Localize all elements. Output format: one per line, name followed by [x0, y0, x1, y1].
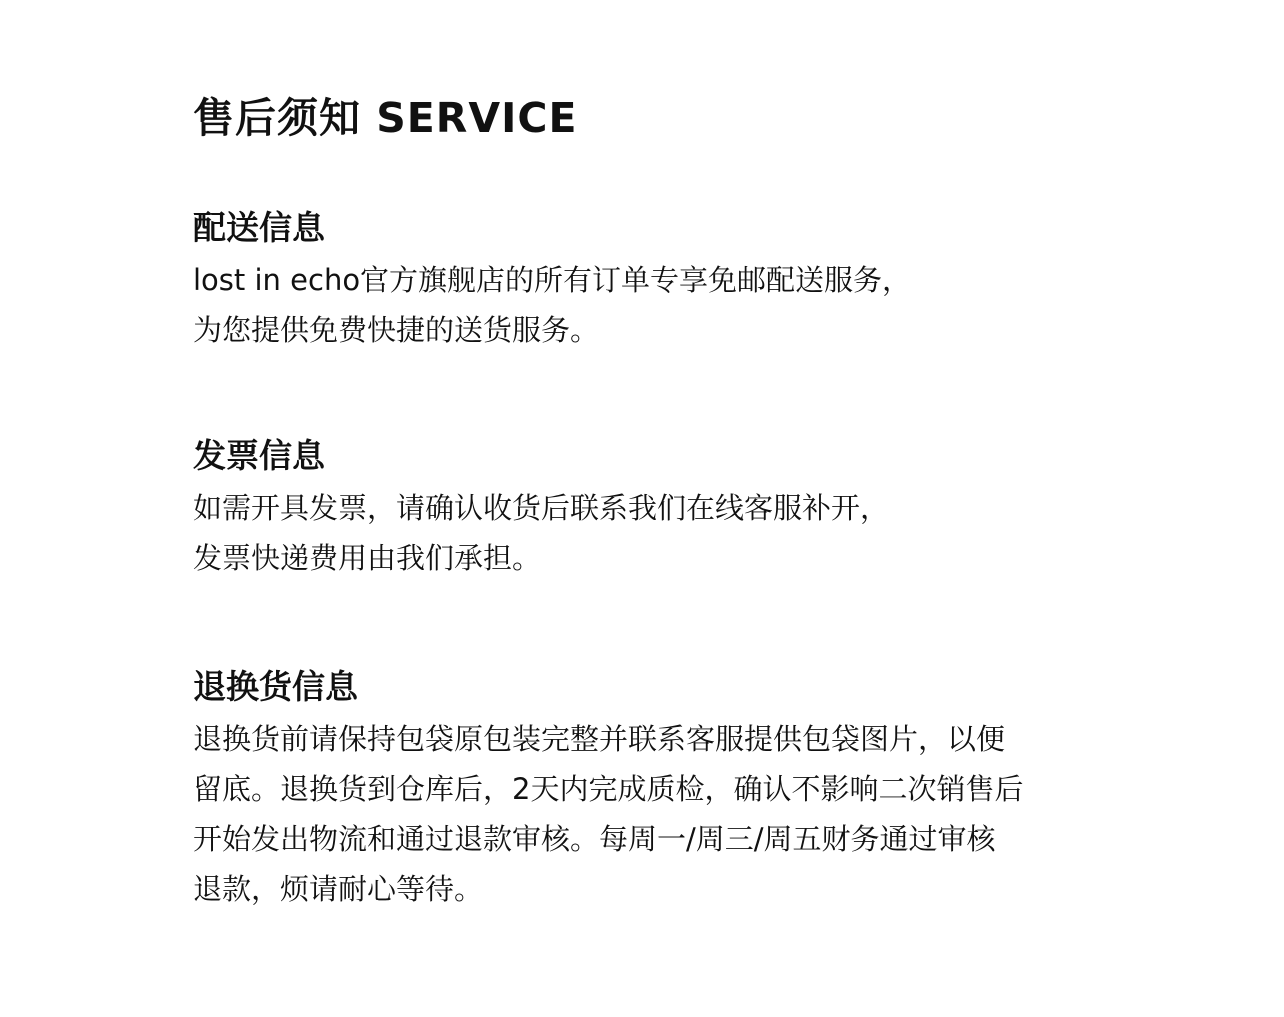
- page-title: 售后须知 SERVICE: [193, 94, 578, 142]
- returns-info-line: 开始发出物流和通过退款审核。每周一/周三/周五财务通过审核: [193, 822, 996, 856]
- returns-info-line: 退款，烦请耐心等待。: [193, 872, 484, 906]
- delivery-info-section: [193, 205, 1113, 355]
- invoice-info-line: 发票快递费用由我们承担。: [193, 541, 542, 575]
- invoice-info-line: 如需开具发票，请确认收货后联系我们在线客服补开，: [193, 491, 890, 525]
- delivery-info-heading: 配送信息: [193, 208, 325, 247]
- delivery-info-line: 为您提供免费快捷的送货服务。: [193, 313, 600, 347]
- invoice-info-body: [193, 483, 1113, 583]
- returns-info-line: 退换货前请保持包袋原包装完整并联系客服提供包袋图片，以便: [193, 722, 1006, 756]
- returns-info-heading: 退换货信息: [193, 667, 358, 706]
- returns-info-body: [193, 714, 1113, 914]
- returns-info-section: [193, 664, 1113, 914]
- invoice-info-heading: 发票信息: [193, 436, 325, 475]
- returns-info-line: 留底。退换货到仓库后，2天内完成质检，确认不影响二次销售后: [193, 772, 1024, 806]
- invoice-info-section: [193, 433, 1113, 583]
- delivery-info-body: [193, 255, 1113, 355]
- delivery-info-line: lost in echo官方旗舰店的所有订单专享免邮配送服务，: [193, 263, 912, 297]
